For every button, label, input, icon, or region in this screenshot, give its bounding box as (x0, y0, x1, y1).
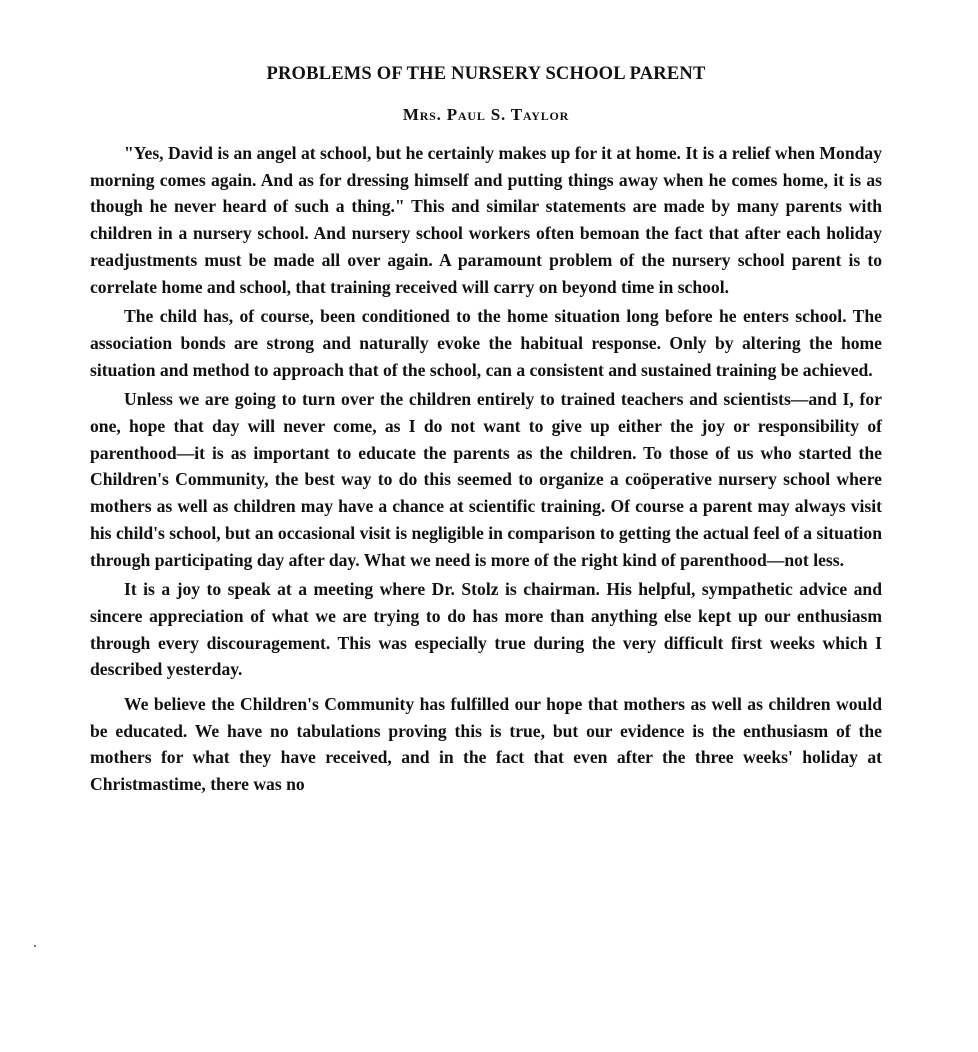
paragraph-3: Unless we are going to turn over the children entirely to trained teachers and scientists—and I, for one, hope that day will never come, as I do not want to give up either the joy or responsibility of parenthood—it is as important to educate the parents as the children. To those of us who started the Children's Community, the best way to do this seemed to organize a coöperative nursery school where mothers as well as children may have a chance at scientific training. Of course a parent may always visit his child's school, but an occasional visit is negligible in comparison to getting the actual feel of a situation through participating day after day. What we need is more of the right kind of parenthood—not less. (90, 389, 882, 570)
paragraph-5: We believe the Children's Community has fulfilled our hope that mothers as well as children would be educated. We have no tabulations proving this is true, but our evidence is the enthusiasm of the mothers for what they have received, and in the fact that even after the three weeks' holiday at Christmastime, there was no (90, 694, 882, 795)
paragraph-1: "Yes, David is an angel at school, but he certainly makes up for it at home. It is a relief when Monday morning comes again. And as for dressing himself and putting things away when he comes home, it is as though he never heard of such a thing." This and similar statements are made by many parents with children in a nursery school. And nursery school workers often bemoan the fact that after each holiday readjustments must be made all over again. A paramount problem of the nursery school parent is to correlate home and school, that training received will carry on beyond time in school. (90, 143, 882, 297)
article-title: PROBLEMS OF THE NURSERY SCHOOL PARENT (266, 64, 706, 84)
scan-speck (34, 945, 36, 947)
paragraph-4: It is a joy to speak at a meeting where Dr. Stolz is chairman. His helpful, sympathetic advice and sincere appreciation of what we are trying to do has more than anything else kept up our enthusiasm through every discouragement. This was especially true during the very difficult first weeks which I described yesterday. (90, 579, 882, 680)
paragraph-2: The child has, of course, been conditioned to the home situation long before he enters school. The association bonds are strong and naturally evoke the habitual response. Only by altering the home situation and method to approach that of the school, can a consistent and sustained training be achieved. (90, 306, 882, 380)
article-author: Mrs. Paul S. Taylor (402, 105, 570, 124)
document-page (90, 62, 882, 801)
